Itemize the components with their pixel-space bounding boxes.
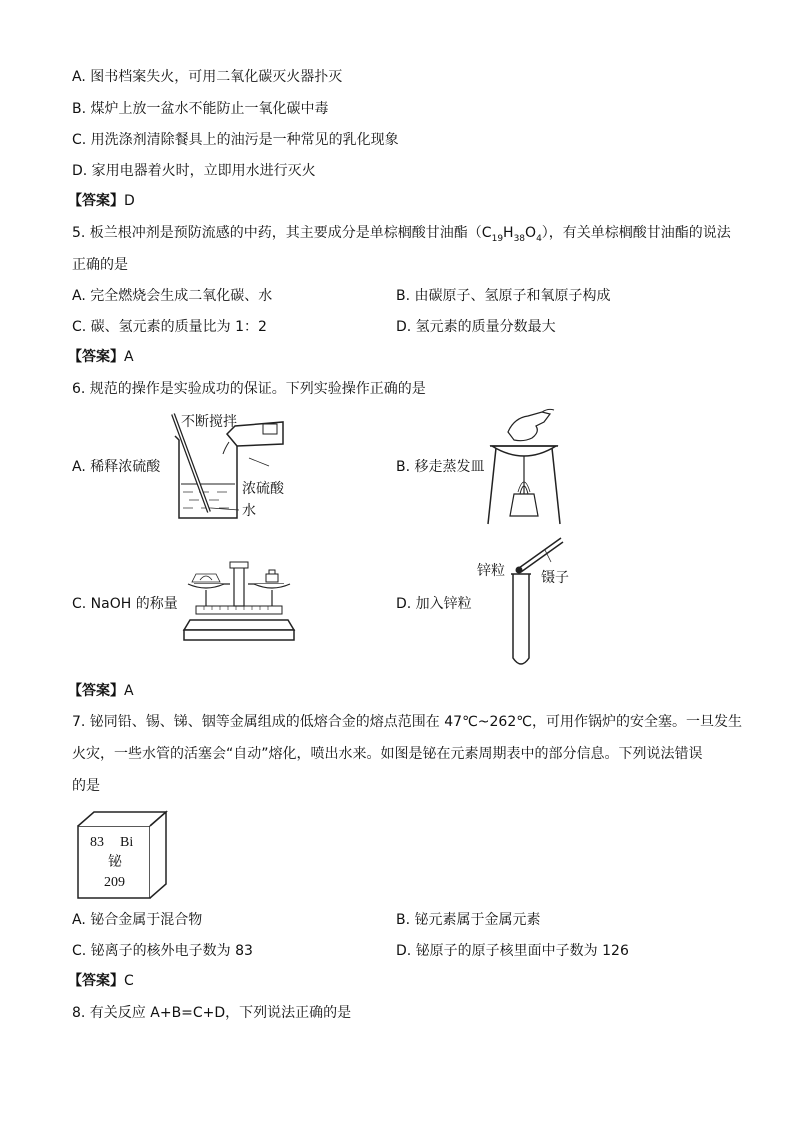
q6-stem: 6. 规范的操作是实验成功的保证。下列实验操作正确的是 <box>72 381 426 397</box>
q5-sub-o: 4 <box>536 233 542 244</box>
q6-option-a: A. 稀释浓硫酸 <box>72 459 161 475</box>
q5-answer-label: 【答案】 <box>68 349 124 365</box>
element-name: 铋 <box>108 854 122 870</box>
element-atomic-mass: 209 <box>104 875 125 890</box>
q7-option-c: C. 铋离子的核外电子数为 83 <box>72 943 253 959</box>
fig-d-label-tweezers: 镊子 <box>541 570 569 586</box>
fig-test-tube <box>505 536 565 668</box>
q4-answer <box>68 192 135 210</box>
q8-stem: 8. 有关反应 A+B=C+D，下列说法正确的是 <box>72 1005 352 1021</box>
q7-stem-line1: 7. 铋同铅、锡、锑、铟等金属组成的低熔合金的熔点范围在 47℃~262℃，可用作锅炉的安全塞。一旦发生 <box>72 714 742 730</box>
q6-option-b: B. 移走蒸发皿 <box>396 459 485 475</box>
fig-evaporating-dish <box>484 408 564 526</box>
q5-option-c: C. 碳、氢元素的质量比为 1：2 <box>72 319 267 335</box>
q6-answer <box>68 682 134 700</box>
q5-answer-value: A <box>124 349 134 365</box>
fig-a-label-acid: 浓硫酸 <box>242 481 284 497</box>
q5-option-a: A. 完全燃烧会生成二氧化碳、水 <box>72 288 273 304</box>
q5-stem-prefix: 5. 板兰根冲剂是预防流感的中药，其主要成分是单棕榈酸甘油酯（C <box>72 225 492 241</box>
q5-option-b: B. 由碳原子、氢原子和氧原子构成 <box>396 288 611 304</box>
q5-formula-o: O <box>525 225 537 241</box>
q4-option-c: C. 用洗涤剂清除餐具上的油污是一种常见的乳化现象 <box>72 132 399 148</box>
q6-answer-label: 【答案】 <box>68 683 124 699</box>
q7-option-b: B. 铋元素属于金属元素 <box>396 912 541 928</box>
fig-a-label-stir: 不断搅拌 <box>181 414 237 430</box>
fig-a-label-water: 水 <box>242 503 256 519</box>
q5-stem-suffix: ），有关单棕榈酸甘油酯的说法 <box>541 225 731 241</box>
q6-option-d: D. 加入锌粒 <box>396 596 472 612</box>
q7-answer <box>68 972 134 990</box>
q7-option-d: D. 铋原子的原子核里面中子数为 126 <box>396 943 629 959</box>
q4-answer-label: 【答案】 <box>68 193 124 209</box>
q5-answer <box>68 348 134 366</box>
q7-stem-line3: 的是 <box>72 778 100 794</box>
element-symbol: Bi <box>120 835 134 850</box>
q5-sub-c: 19 <box>491 233 504 244</box>
fig-d-label-zinc: 锌粒 <box>477 563 505 579</box>
q4-option-a: A. 图书档案失火，可用二氧化碳灭火器扑灭 <box>72 69 343 85</box>
q5-option-d: D. 氢元素的质量分数最大 <box>396 319 556 335</box>
q5-stem-line2: 正确的是 <box>72 257 128 273</box>
q7-answer-label: 【答案】 <box>68 973 124 989</box>
q4-answer-value: D <box>124 193 135 209</box>
fig-balance <box>180 560 298 642</box>
q5-stem-line1 <box>72 224 731 248</box>
q4-option-b: B. 煤炉上放一盆水不能防止一氧化碳中毒 <box>72 101 329 117</box>
q7-answer-value: C <box>124 973 134 989</box>
element-atomic-number: 83 <box>90 835 104 850</box>
q7-stem-line2: 火灾，一些水管的活塞会“自动”熔化，喷出水来。如图是铋在元素周期表中的部分信息。下列说法错误 <box>72 746 703 762</box>
q7-option-a: A. 铋合金属于混合物 <box>72 912 203 928</box>
q5-formula-h: H <box>503 225 514 241</box>
q4-option-d: D. 家用电器着火时，立即用水进行灭火 <box>72 163 316 179</box>
q6-option-c: C. NaOH 的称量 <box>72 596 178 612</box>
q6-answer-value: A <box>124 683 134 699</box>
q5-sub-h: 38 <box>513 233 526 244</box>
